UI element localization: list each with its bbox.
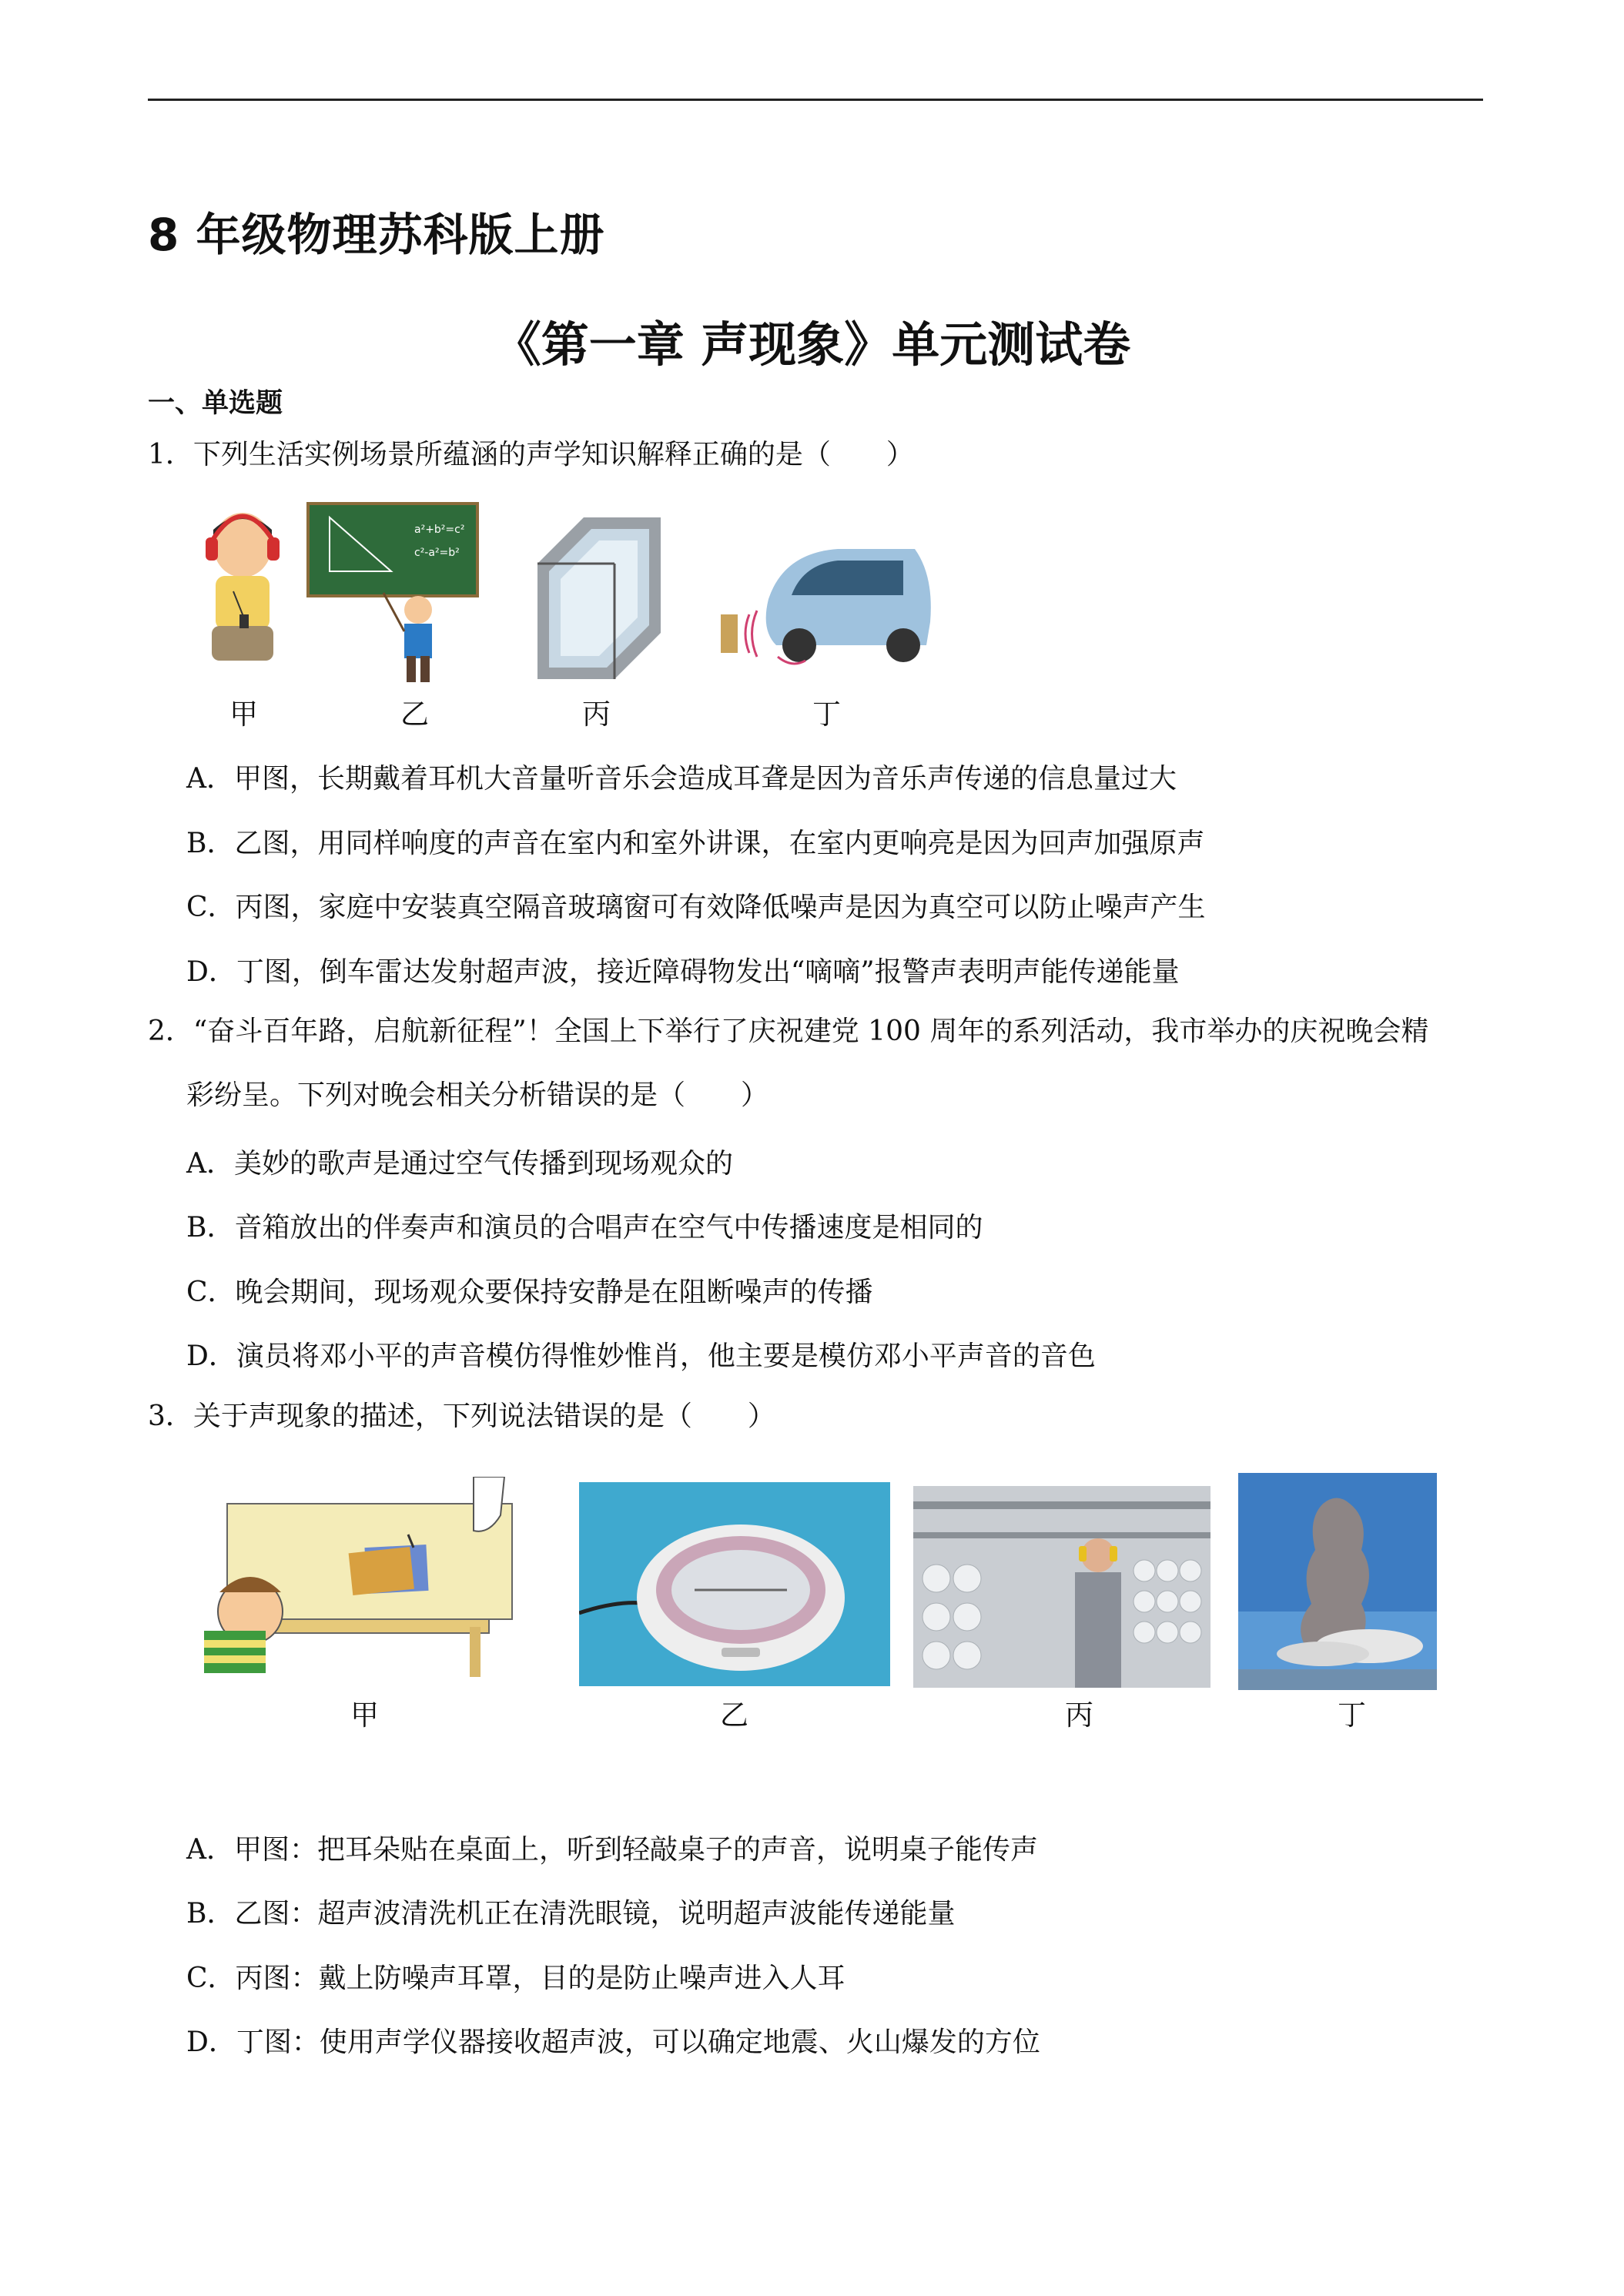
option-c: C．晚会期间，现场观众要保持安静是在阻断噪声的传播 — [186, 1277, 873, 1308]
boy-headphones-illustration — [189, 499, 296, 678]
option-d: D．丁图，倒车雷达发射超声波，接近障碍物发出“嘀嘀”报警声表明声能传递能量 — [186, 956, 1180, 988]
ear-on-desk-illustration — [196, 1477, 527, 1678]
option-a: A．美妙的歌声是通过空气传播到现场观众的 — [186, 1148, 733, 1180]
question-2-stem — [148, 1005, 1428, 1059]
page-title: 《第一章 声现象》单元测试卷 — [493, 316, 1131, 373]
figure-caption: 丙 — [1065, 1699, 1093, 1732]
volcano-eruption-photo — [1238, 1473, 1437, 1690]
question-number: 3． — [148, 1401, 193, 1432]
option-a: A．甲图，长期戴着耳机大音量听音乐会造成耳聋是因为音乐声传递的信息量过大 — [186, 763, 1177, 795]
svg-text:a²+b²=c²: a²+b²=c² — [414, 524, 465, 536]
question-2-stem-continued: 彩纷呈。下列对晚会相关分析错误的是（ ） — [186, 1079, 769, 1111]
factory-worker-earmuffs-photo — [913, 1486, 1210, 1688]
option-b: B．乙图：超声波清洗机正在清洗眼镜，说明超声波能传递能量 — [186, 1898, 956, 1930]
question-number: 2． — [148, 1016, 193, 1047]
option-d: D．演员将邓小平的声音模仿得惟妙惟肖，他主要是模仿邓小平声音的音色 — [186, 1340, 1096, 1372]
header-rule — [148, 99, 1483, 101]
ultrasonic-cleaner-photo — [579, 1482, 890, 1686]
figure-caption: 丁 — [812, 698, 841, 731]
figure-caption: 丁 — [1338, 1699, 1366, 1732]
teacher-blackboard-illustration — [306, 502, 479, 684]
option-c: C．丙图，家庭中安装真空隔音玻璃窗可有效降低噪声是因为真空可以防止噪声产生 — [186, 892, 1206, 923]
question-text: “奋斗百年路，启航新征程”！全国上下举行了庆祝建党 100 周年的系列活动，我市举办的庆祝晚会精 — [193, 1016, 1429, 1047]
figure-caption: 丙 — [582, 698, 611, 731]
option-c: C．丙图：戴上防噪声耳罩，目的是防止噪声进入人耳 — [186, 1963, 845, 1994]
option-d: D．丁图：使用声学仪器接收超声波，可以确定地震、火山爆发的方位 — [186, 2027, 1040, 2058]
svg-text:c²-a²=b²: c²-a²=b² — [414, 547, 460, 559]
question-text: 关于声现象的描述，下列说法错误的是（ ） — [193, 1401, 775, 1432]
reversing-radar-car-illustration — [707, 530, 936, 684]
question-1-stem — [148, 428, 914, 482]
option-a: A．甲图：把耳朵贴在桌面上，听到轻敲桌子的声音，说明桌子能传声 — [186, 1834, 1038, 1866]
figure-caption: 甲 — [350, 1699, 379, 1732]
figure-caption: 乙 — [400, 698, 429, 731]
grade-title: 8 年级物理苏科版上册 — [148, 209, 605, 261]
question-number: 1． — [148, 439, 193, 470]
section-heading: 一、单选题 — [148, 388, 283, 419]
question-text: 下列生活实例场景所蕴涵的声学知识解释正确的是（ ） — [193, 439, 914, 470]
question-3-stem — [148, 1390, 775, 1444]
figure-caption: 甲 — [229, 698, 258, 731]
double-glazed-window-illustration — [530, 517, 665, 679]
option-b: B．音箱放出的伴奏声和演员的合唱声在空气中传播速度是相同的 — [186, 1212, 983, 1243]
figure-caption: 乙 — [720, 1699, 748, 1732]
option-b: B．乙图，用同样响度的声音在室内和室外讲课，在室内更响亮是因为回声加强原声 — [186, 828, 1205, 859]
